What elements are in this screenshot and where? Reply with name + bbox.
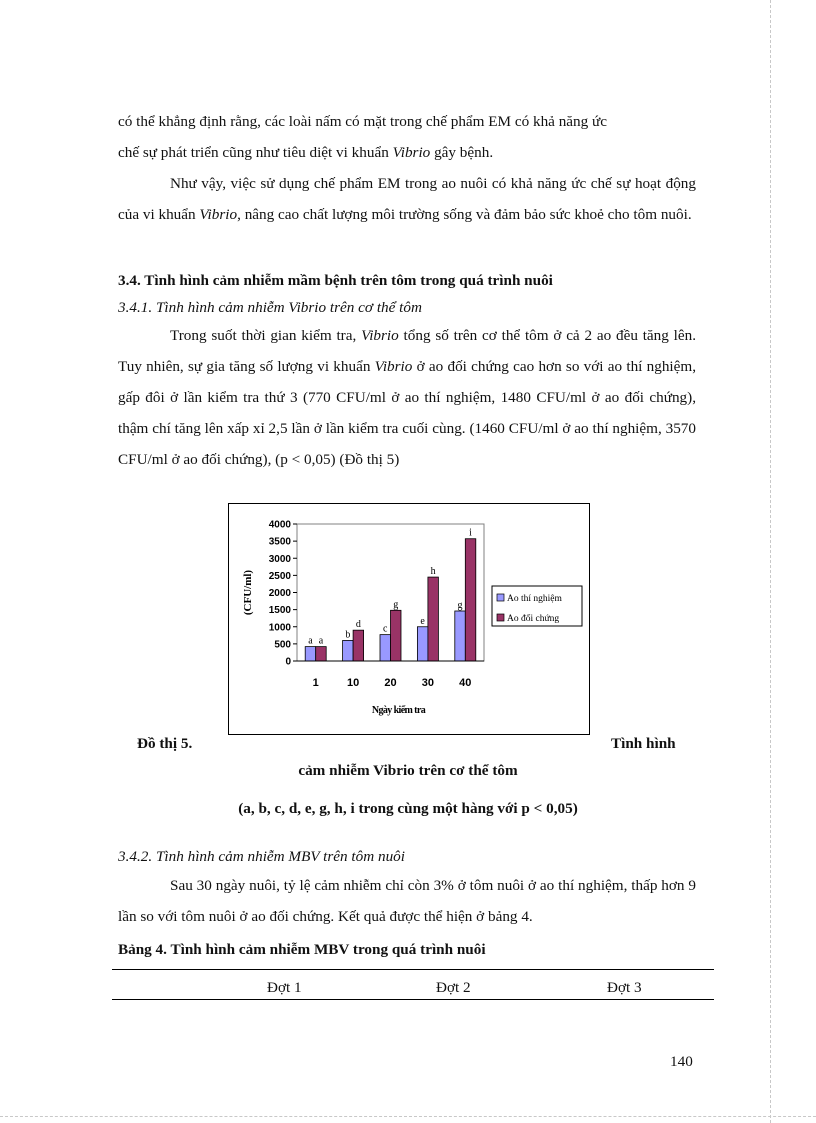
x-tick-label: 20: [384, 677, 397, 689]
bar-significance-label: i: [469, 527, 472, 539]
x-tick-label: 30: [421, 677, 435, 689]
subsection-heading-342: 3.4.2. Tình hình cảm nhiễm MBV trên tôm nuôi: [118, 848, 405, 865]
bar-ao-doi-chung: [353, 630, 364, 661]
y-tick-label: 500: [274, 639, 291, 651]
paragraph-4: Sau 30 ngày nuôi, tỷ lệ cảm nhiễm chỉ còn 3% ở tôm nuôi ở ao thí nghiệm, thấp hơn 9 lần so với tôm nuôi ở ao đối chứng. Kết quả được thể hiện ở bảng 4.: [118, 877, 696, 925]
bar-ao-thi-nghiem: [380, 635, 391, 661]
bar-ao-thi-nghiem: [305, 647, 316, 661]
section-heading: 3.4. Tình hình cảm nhiễm mầm bệnh trên tôm trong quá trình nuôi: [118, 272, 553, 289]
bar-ao-thi-nghiem: [455, 611, 466, 661]
table-top-rule: [112, 969, 714, 970]
y-tick-label: 1500: [268, 605, 291, 617]
bar-significance-label: a: [318, 635, 324, 647]
page-margin-guide-bottom: [0, 1116, 816, 1117]
chart-frame: [228, 503, 590, 735]
subsection-heading-341: 3.4.1. Tình hình cảm nhiễm Vibrio trên cơ thể tôm: [118, 299, 422, 316]
y-tick-label: 2000: [268, 588, 291, 599]
legend-swatch: [497, 614, 504, 621]
paragraph-1: [118, 106, 696, 168]
y-axis-label: (CFU/ml): [242, 569, 254, 616]
chart-caption-note: (a, b, c, d, e, g, h, i trong cùng một hàng với p < 0,05): [238, 800, 578, 817]
table-header-cell: Đợt 2: [436, 979, 471, 996]
legend-swatch: [497, 594, 504, 601]
bar-ao-thi-nghiem: [343, 640, 354, 661]
bar-significance-label: b: [345, 629, 351, 641]
bar-significance-label: c: [383, 623, 388, 635]
y-tick-label: 1000: [268, 622, 291, 634]
chart-caption-label: Đồ thị 5.: [137, 735, 193, 752]
legend-label: Ao đối chứng: [507, 614, 560, 624]
y-tick-label: 4000: [268, 519, 291, 531]
bar-ao-doi-chung: [465, 539, 476, 661]
bar-significance-label: e: [420, 615, 425, 627]
chart-caption-title: cảm nhiễm Vibrio trên cơ thể tôm: [298, 762, 518, 779]
table-header-cell: Đợt 3: [607, 979, 642, 996]
table-header-rule: [112, 999, 714, 1000]
x-axis-label: Ngày kiểm tra: [371, 705, 426, 716]
paragraph-2: Như vậy, việc sử dụng chế phẩm EM trong ao nuôi có khả năng ức chế sự hoạt động của vi khuẩn Vibrio, nâng cao chất lượng môi trường sống và đảm bảo sức khoẻ cho tôm nuôi.: [118, 175, 696, 223]
y-tick-label: 2500: [268, 570, 291, 582]
vibrio-bar-chart: [229, 504, 589, 734]
bar-significance-label: a: [308, 635, 313, 647]
y-tick-label: 0: [285, 656, 291, 668]
bar-significance-label: h: [430, 566, 436, 578]
page-number: 140: [670, 1053, 693, 1070]
page-margin-guide-right: [770, 0, 771, 1123]
table-title: Bảng 4. Tình hình cảm nhiễm MBV trong quá trình nuôi: [118, 941, 486, 958]
bar-significance-label: g: [393, 599, 399, 611]
y-tick-label: 3500: [268, 536, 291, 548]
bar-ao-doi-chung: [428, 577, 439, 661]
chart-caption-title-start: Tình hình: [611, 735, 676, 752]
table-header-cell: Đợt 1: [267, 979, 302, 996]
bar-significance-label: d: [355, 619, 361, 631]
bar-ao-doi-chung: [391, 610, 402, 661]
y-tick-label: 3000: [268, 553, 291, 565]
x-tick-label: 1: [312, 677, 319, 689]
bar-ao-thi-nghiem: [417, 627, 428, 661]
bar-significance-label: g: [457, 599, 463, 611]
paragraph-1-line-1: có thể khẳng định rằng, các loài nấm có mặt trong chế phẩm EM có khả năng ức: [118, 113, 608, 130]
paragraph-3: Trong suốt thời gian kiểm tra, Vibrio tổng số trên cơ thể tôm ở cả 2 ao đều tăng lên. Tuy nhiên, sự gia tăng số lượng vi khuẩn Vibrio ở ao đối chứng cao hơn so với ao thí nghiệm, gấp đôi ở lần kiểm tra thứ 3 (770 CFU/ml ở ao thí nghiệm, 1480 CFU/ml ở ao đối chứng), thậm chí tăng lên xấp xỉ 2,5 lần ở lần kiểm tra cuối cùng. (1460 CFU/ml ở ao thí nghiệm, 3570 CFU/ml ở ao đối chứng), (p < 0,05) (Đồ thị 5): [118, 327, 696, 468]
bar-ao-doi-chung: [316, 647, 327, 661]
x-tick-label: 10: [346, 677, 360, 689]
legend-label: Ao thí nghiệm: [507, 594, 562, 604]
x-tick-label: 40: [459, 677, 472, 689]
paragraph-1-line-2: chế sự phát triển cũng như tiêu diệt vi khuẩn Vibrio gây bệnh.: [118, 144, 494, 161]
